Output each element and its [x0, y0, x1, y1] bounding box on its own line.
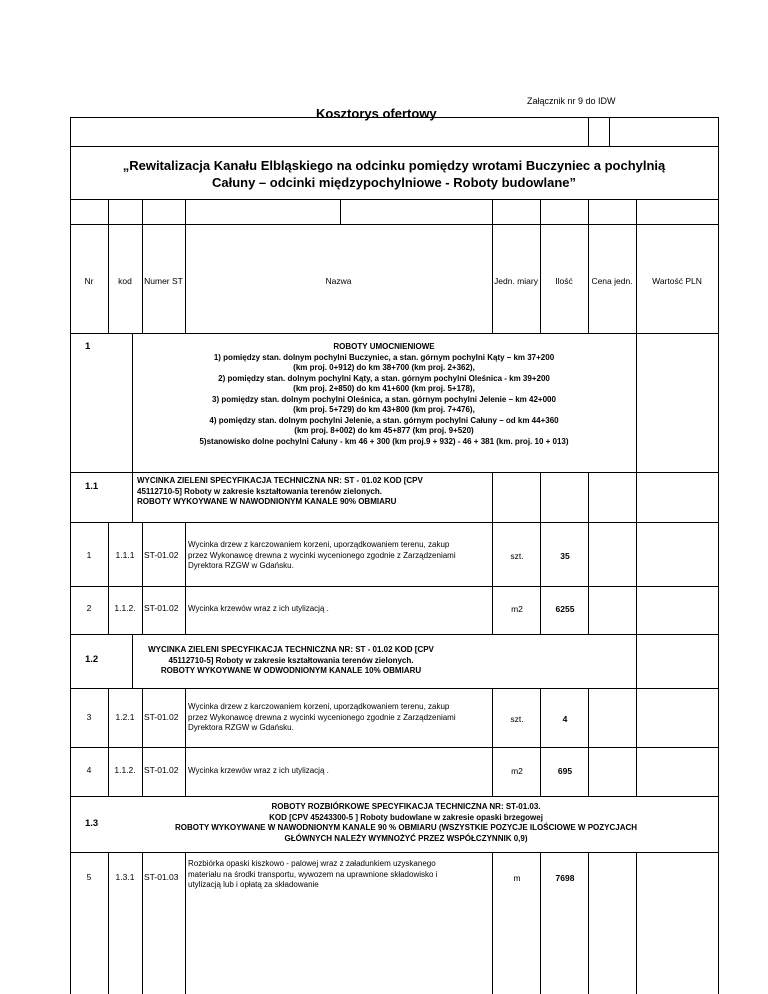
row-numer-st: ST-01.02 [144, 603, 179, 613]
row-unit: szt. [510, 551, 524, 561]
section-description: WYCINKA ZIELENI SPECYFIKACJA TECHNICZNA NR: ST - 01.02 KOD [CPV 45112710-5] Roboty w zakresie kształtowania terenów zielonych. ROBOTY WYKOYWANE W ODWODNIONYM KANALE 10% OBMIARU [148, 645, 434, 675]
section-description: WYCINKA ZIELENI SPECYFIKACJA TECHNICZNA NR: ST - 01.02 KOD [CPV 45112710-5] Roboty w zakresie kształtowania terenów zielonych. ROBOTY WYKOYWANE W NAWODNIONYM KANALE 90% OBMIARU [137, 476, 423, 506]
row-kod: 1.1.2. [114, 765, 136, 775]
row-kod: 1.1.1 [115, 550, 135, 560]
row-quantity: 7698 [555, 873, 575, 883]
row-nr: 3 [86, 712, 92, 722]
row-numer-st: ST-01.02 [144, 765, 179, 775]
project-title-line1: „Rewitalizacja Kanału Elbląskiego na odcinku pomiędzy wrotami Buczyniec a pochylnią [122, 158, 666, 173]
col-header-jedn: Jedn. miary [494, 276, 538, 286]
col-header-cena: Cena jedn. [591, 276, 633, 286]
col-header-nazwa: Nazwa [325, 276, 352, 286]
row-kod: 1.2.1 [115, 712, 135, 722]
row-quantity: 35 [560, 551, 570, 561]
row-kod: 1.3.1 [115, 872, 135, 882]
row-description: Wycinka drzew z karczowaniem korzeni, uporządkowaniem terenu, zakup przez Wykonawcę drewna z wycinki wycenionego zgodnie z Zarządzeniami Dyrektora RZGW w Gdańsku. [188, 540, 456, 570]
row-description: Rozbiórka opaski kiszkowo - palowej wraz z załadunkiem uzyskanego materiału na środki transportu, wywozem na uprawnione składowisko i utylizacją lub i opłatą za składowanie [188, 859, 438, 889]
project-title [70, 157, 718, 191]
row-numer-st: ST-01.02 [144, 712, 179, 722]
row-quantity: 4 [562, 714, 568, 724]
section-number: 1.1 [85, 481, 99, 492]
section-number: 1.2 [85, 654, 99, 665]
section-number: 1 [85, 341, 91, 352]
row-unit: m2 [511, 766, 523, 776]
row-description: Wycinka krzewów wraz z ich utylizacją . [188, 604, 329, 613]
row-nr: 2 [86, 603, 92, 613]
row-unit: szt. [510, 714, 524, 724]
row-unit: m2 [511, 604, 523, 614]
document-title: Kosztorys ofertowy [316, 106, 437, 121]
row-nr: 4 [86, 765, 92, 775]
project-title-line2: Całuny – odcinki międzypochylniowe - Roboty budowlane” [211, 175, 577, 190]
row-unit: m [513, 873, 521, 883]
row-nr: 1 [86, 550, 92, 560]
col-header-wartosc: Wartość PLN [652, 276, 702, 286]
col-header-kod: kod [118, 276, 132, 286]
row-quantity: 6255 [555, 604, 575, 614]
row-numer-st: ST-01.02 [144, 550, 179, 560]
row-kod: 1.1.2. [114, 603, 136, 613]
col-header-numer-st: Numer ST [144, 276, 183, 286]
section-description: ROBOTY ROZBIÓRKOWE SPECYFIKACJA TECHNICZNA NR: ST-01.03. KOD [CPV 45243300-5 ] Roboty budowlane w zakresie opaski brzegowej ROBOTY WYKOYWANE W NAWODNIONYM KANALE 90 % OBMIARU (WSZYSTKIE POZYCJE ILOŚCIOWE W POZYCJACH GŁÓWNYCH NALEŻY WYMNOŻYĆ PRZEZ WSPÓŁCZYNNIK 0,9) [174, 802, 638, 843]
col-header-nr: Nr [84, 276, 94, 286]
row-description: Wycinka drzew z karczowaniem korzeni, uporządkowaniem terenu, zakup przez Wykonawcę drewna z wycinki wycenionego zgodnie z Zarządzeniami Dyrektora RZGW w Gdańsku. [188, 702, 456, 732]
row-description: Wycinka krzewów wraz z ich utylizacją . [188, 766, 329, 775]
section-description: ROBOTY UMOCNIENIOWE 1) pomiędzy stan. dolnym pochylni Buczyniec, a stan. górnym pochylni Kąty – km 37+200 (km proj. 0+912) do km 38+700 (km proj. 2+362), 2) pomiędzy stan. dolnym pochylni Kąty, a stan. górnym pochylni Oleśnica - km 39+200 (km proj. 2+850) do km 41+600 (km proj. 5+178), 3) pomiędzy stan. dolnym pochylni Oleśnica, a stan. górnym pochylni Jelenie – km 42+000 (km proj. 5+729) do km 43+800 (km proj. 7+476), 4) pomiędzy stan. dolnym pochylni Jelenie, a stan. górnym pochylni Całuny – od km 44+360 (km proj. 8+002) do km 45+877 (km proj. 9+520) 5)stanowisko dolne pochylni Całuny - km 46 + 300 (km proj.9 + 932) - 46 + 381 (km. proj. 10 + 013) [199, 342, 569, 446]
row-numer-st: ST-01.03 [144, 872, 179, 882]
annex-label: Załącznik nr 9 do IDW [527, 96, 616, 106]
row-nr: 5 [86, 872, 92, 882]
row-quantity: 695 [557, 766, 573, 776]
section-number: 1.3 [85, 818, 99, 829]
col-header-ilosc: Ilość [555, 276, 573, 286]
